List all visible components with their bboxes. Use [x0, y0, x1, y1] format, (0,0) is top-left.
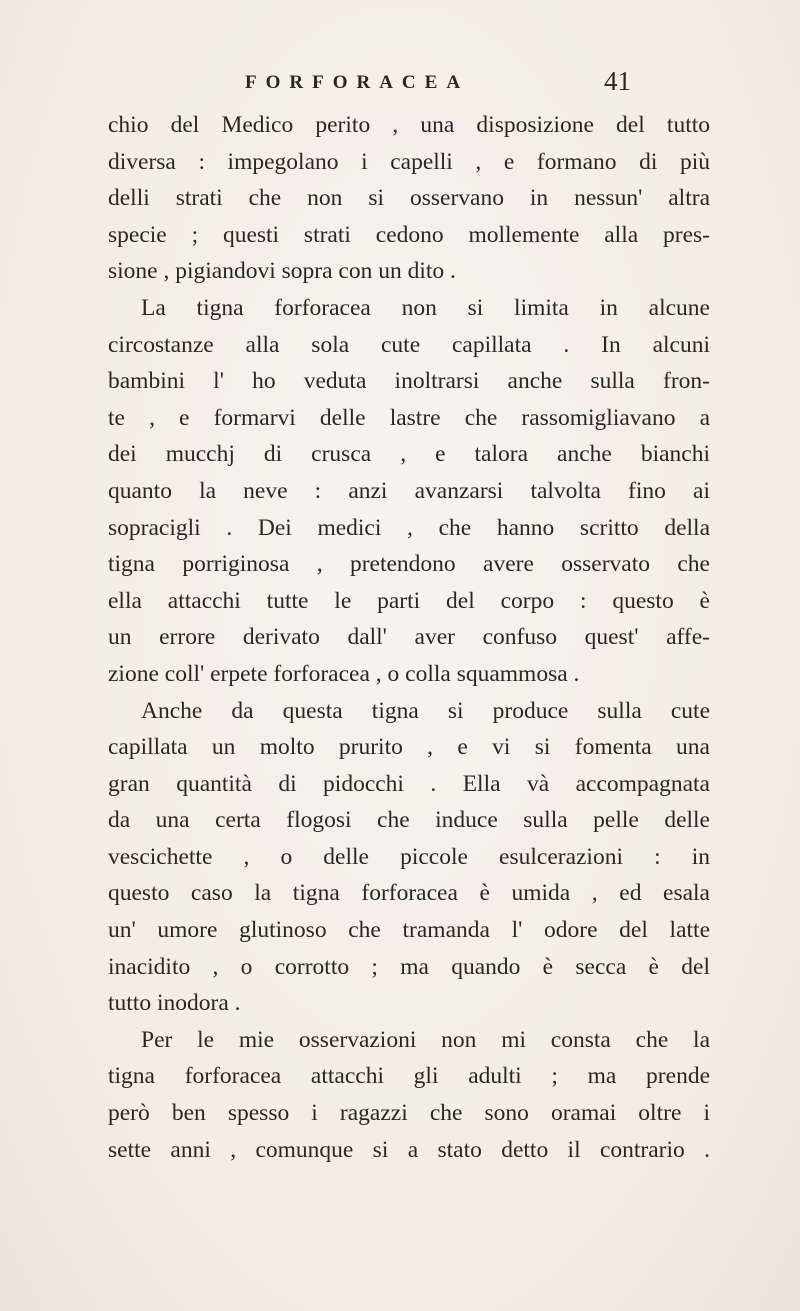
text-line: però ben spesso i ragazzi che sono oramai oltre i	[108, 1100, 710, 1127]
text-line: zione coll' erpete forforacea , o colla squammosa .	[108, 660, 580, 687]
text-line: chio del Medico perito , una disposizione del tutto	[108, 112, 710, 138]
text-line: La tigna forforacea non si limita in alcune	[141, 294, 710, 321]
page-number: 41	[604, 66, 631, 96]
page-header	[0, 66, 800, 106]
text-line: da una certa flogosi che induce sulla pelle delle	[108, 807, 710, 834]
text-line: bambini l' ho veduta inoltrarsi anche sulla fron-	[108, 368, 710, 395]
text-line: capillata un molto prurito , e vi si fomenta una	[108, 734, 710, 761]
text-line: sette anni , comunque si a stato detto il contrario .	[108, 1136, 710, 1163]
text-line: specie ; questi strati cedono mollemente alla pres-	[108, 221, 710, 248]
text-line: ella attacchi tutte le parti del corpo : questo è	[108, 587, 710, 614]
text-line: tigna forforacea attacchi gli adulti ; ma prende	[108, 1063, 710, 1090]
text-line: dei mucchj di crusca , e talora anche bianchi	[108, 441, 710, 468]
text-line: gran quantità di pidocchi . Ella và accompagnata	[108, 770, 710, 797]
text-line: questo caso la tigna forforacea è umida , ed esala	[108, 880, 710, 907]
text-line: quanto la neve : anzi avanzarsi talvolta fino ai	[108, 477, 710, 504]
text-line: vescichette , o delle piccole esulcerazioni : in	[108, 843, 710, 870]
text-line: tigna porriginosa , pretendono avere osservato che	[108, 551, 710, 578]
running-title: FORFORACEA	[245, 72, 470, 93]
text-line: un errore derivato dall' aver confuso quest' affe-	[108, 624, 710, 651]
text-line: te , e formarvi delle lastre che rassomigliavano a	[108, 404, 710, 431]
text-line: delli strati che non si osservano in nessun' altra	[108, 185, 710, 212]
text-line: Per le mie osservazioni non mi consta che la	[141, 1026, 710, 1053]
text-line: sione , pigiandovi sopra con un dito .	[108, 258, 456, 285]
body-text	[108, 107, 710, 1168]
text-line: sopracigli . Dei medici , che hanno scritto della	[108, 514, 710, 541]
text-line: circostanze alla sola cute capillata . In alcuni	[108, 331, 710, 358]
text-line: inacidito , o corrotto ; ma quando è secca è del	[108, 953, 710, 980]
text-line: un' umore glutinoso che tramanda l' odore del latte	[108, 917, 710, 944]
text-line: diversa : impegolano i capelli , e formano di più	[108, 148, 710, 175]
text-line: tutto inodora .	[108, 990, 241, 1017]
text-line: Anche da questa tigna si produce sulla cute	[141, 697, 710, 724]
